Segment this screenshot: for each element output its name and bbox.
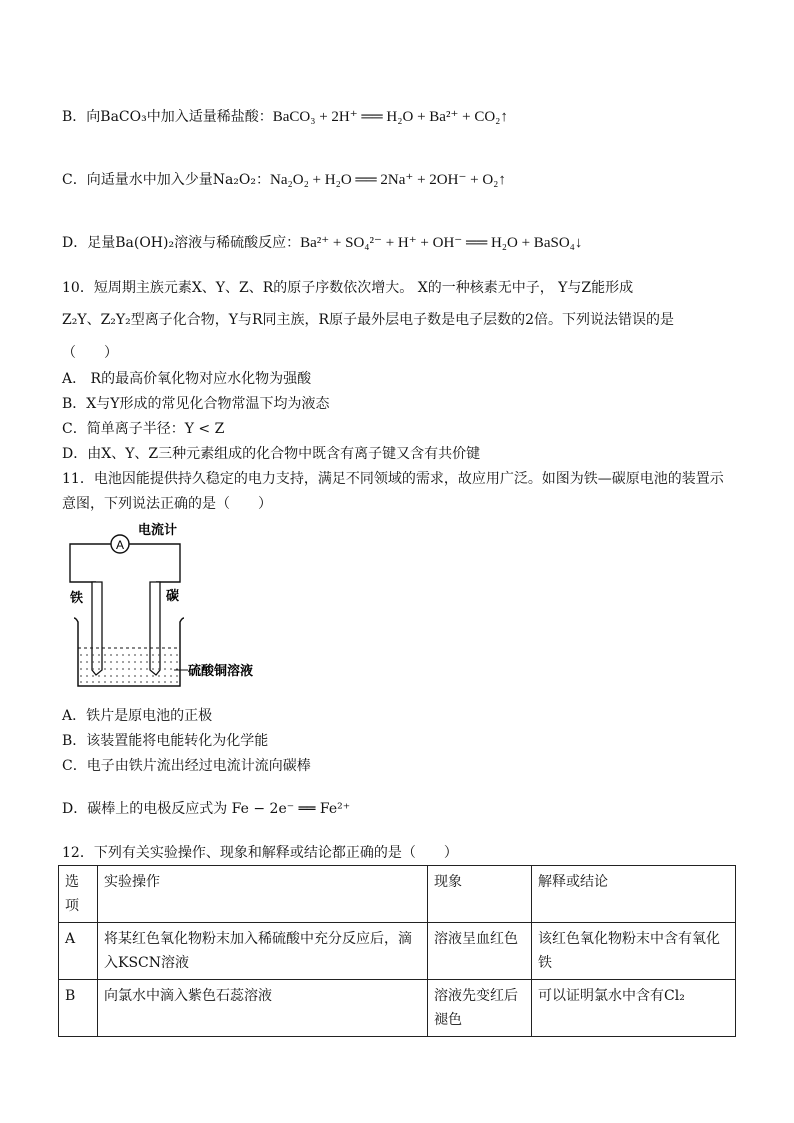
header-option: 选项 <box>59 866 98 923</box>
row-a-operation: 将某红色氧化物粉末加入稀硫酸中充分反应后，滴入KSCN溶液 <box>98 923 428 980</box>
iron-label: 铁 <box>70 591 84 606</box>
table-row <box>59 923 736 980</box>
q9-option-b-label: B．向BaCO₃中加入适量稀盐酸： <box>62 109 273 125</box>
row-a-phenomenon: 溶液呈血红色 <box>428 923 532 980</box>
q11-option-b: B．该装置能将电能转化为化学能 <box>62 733 269 749</box>
row-a-option: A <box>59 923 98 980</box>
q9-option-c-equation: Na₂O₂ + H₂O ══ 2Na⁺ + 2OH⁻ + O₂↑ <box>270 172 506 188</box>
q9-option-c <box>62 170 506 190</box>
q11-stem-line2: 意图，下列说法正确的是（ ） <box>62 496 272 512</box>
q10-option-c: C．简单离子半径：Y < Z <box>62 421 225 437</box>
header-operation: 实验操作 <box>98 866 428 923</box>
q9-option-d-label: D．足量Ba(OH)₂溶液与稀硫酸反应： <box>62 235 301 251</box>
q12-stem: 12．下列有关实验操作、现象和解释或结论都正确的是（ ） <box>62 845 458 861</box>
q10-answer-blank: （ ） <box>62 345 118 361</box>
q10-option-d: D．由X、Y、Z三种元素组成的化合物中既含有离子键又含有共价键 <box>62 446 481 462</box>
q11-option-a: A．铁片是原电池的正极 <box>62 708 213 724</box>
wire-left <box>70 544 112 582</box>
iron-electrode <box>92 582 102 675</box>
row-b-operation: 向氯水中滴入紫色石蕊溶液 <box>98 980 428 1037</box>
table-header-row <box>59 866 736 923</box>
q9-option-d <box>62 233 582 253</box>
q10-option-a: A． R的最高价氧化物对应水化物为强酸 <box>62 371 312 387</box>
table-row <box>59 980 736 1037</box>
q12-table <box>58 865 736 1037</box>
galvanic-cell-diagram <box>62 520 262 700</box>
carbon-label: 碳 <box>166 589 180 604</box>
header-phenomenon: 现象 <box>428 866 532 923</box>
carbon-electrode <box>150 582 160 675</box>
q11-option-d: D．碳棒上的电极反应式为 Fe − 2e⁻ ══ Fe²⁺ <box>62 801 351 817</box>
q9-option-c-label: C．向适量水中加入少量Na₂O₂： <box>62 172 271 188</box>
row-b-phenomenon: 溶液先变红后褪色 <box>428 980 532 1037</box>
wire-right <box>128 544 180 582</box>
ammeter-label: 电流计 <box>138 523 178 538</box>
q9-option-b-equation: BaCO₃ + 2H⁺ ══ H₂O + Ba²⁺ + CO₂↑ <box>272 109 508 125</box>
row-b-conclusion: 可以证明氯水中含有Cl₂ <box>532 980 736 1037</box>
q11-option-c: C．电子由铁片流出经过电流计流向碳棒 <box>62 758 311 774</box>
solution-label: 硫酸铜溶液 <box>188 664 254 679</box>
ammeter-symbol: A <box>115 538 125 552</box>
q10-stem-line2: Z₂Y、Z₂Y₂型离子化合物，Y与R同主族，R原子最外层电子数是电子层数的2倍。下列说法错误的是 <box>62 312 675 328</box>
row-b-option: B <box>59 980 98 1037</box>
header-conclusion: 解释或结论 <box>532 866 736 923</box>
q10-option-b: B．X与Y形成的常见化合物常温下均为液态 <box>62 396 330 412</box>
q9-option-d-equation: Ba²⁺ + SO₄²⁻ + H⁺ + OH⁻ ══ H₂O + BaSO₄↓ <box>300 235 583 251</box>
q11-stem-line1: 11．电池因能提供持久稳定的电力支持，满足不同领域的需求，故应用广泛。如图为铁—碳原电池的装置示 <box>62 471 724 487</box>
q9-option-b <box>62 107 508 127</box>
row-a-conclusion: 该红色氧化物粉末中含有氧化铁 <box>532 923 736 980</box>
q10-stem-line1: 10．短周期主族元素X、Y、Z、R的原子序数依次增大。 X的一种核素无中子， Y与Z能形成 <box>62 280 634 296</box>
